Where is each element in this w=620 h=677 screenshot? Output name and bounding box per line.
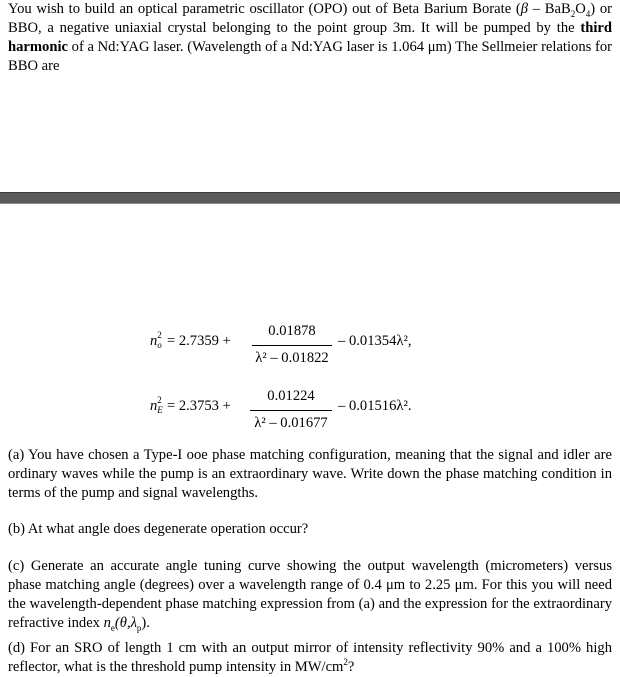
eq2-n: n [150, 398, 158, 414]
formula-beta: β [520, 1, 529, 17]
eq1-sub: o [157, 339, 162, 350]
eq2-lhs [150, 394, 231, 416]
intro-text-3: of a Nd:YAG laser. (Wavelength of a Nd:YAG laser is 1.064 μm) The Sellmeier relations for BBO are [8, 39, 612, 74]
eq2-const: = 2.3753 + [163, 398, 231, 414]
eq1-fraction-bar [252, 345, 332, 346]
intro-text-1: You wish to build an optical parametric oscillator (OPO) out of Beta Barium Borate ( [8, 1, 521, 17]
question-d-text: (d) For an SRO of length 1 cm with an output mirror of intensity reflectivity 90% and a 100% high reflector, what is the threshold pump intensity in MW/cm [8, 640, 612, 675]
eq1-lhs [150, 329, 231, 351]
eq2-tail: – 0.01516λ². [338, 398, 412, 414]
question-c-sub-e: e [110, 622, 115, 633]
eq1-fraction [252, 322, 332, 368]
eq1-n: n [150, 333, 158, 349]
formula-o: O [575, 1, 586, 17]
eq2-numerator: 0.01224 [267, 388, 315, 404]
eq1-const: = 2.7359 + [163, 333, 231, 349]
question-a: (a) You have chosen a Type-I ooe phase matching configuration, meaning that the signal and idler are ordinary waves while the pump is an extraordinary wave. Write down the phase matching condition in terms of the pump and signal wavelengths. [8, 447, 612, 501]
eq2-fraction-bar [250, 410, 332, 411]
eq1-sup: 2 [157, 329, 162, 340]
eq1-numerator: 0.01878 [268, 323, 316, 339]
question-d-end: ? [347, 659, 355, 675]
question-d-sup: 2 [343, 657, 348, 668]
question-c-args: (θ,λ [114, 615, 137, 631]
intro-paragraph [8, 0, 612, 76]
formula-sub-4: 4 [585, 8, 591, 19]
question-c-text: (c) Generate an accurate angle tuning curve showing the output wavelength (micrometers) versus phase matching angle (degrees) over a wavelength range of 0.4 μm to 2.25 μm. For this you will need the wavelength-dependent phase matching expression from (a) and the expression for the extraordinary refractive index [8, 558, 612, 631]
eq1-denominator: λ² – 0.01822 [255, 350, 329, 366]
eq2-sup: 2 [157, 394, 162, 405]
question-c [8, 557, 612, 633]
eq2-fraction [250, 387, 332, 433]
eq2-sub: E [157, 404, 163, 415]
question-d [8, 639, 612, 677]
eq2-denominator: λ² – 0.01677 [254, 415, 328, 431]
third-harmonic-bold: third harmonic [8, 20, 612, 55]
intro-text-2: ) or BBO, a negative uniaxial crystal belonging to the point group 3m. It will be pumped by the [8, 1, 612, 36]
eq1-tail: – 0.01354λ², [338, 333, 412, 349]
question-c-close: ). [141, 615, 150, 631]
section-divider [0, 192, 620, 204]
question-c-n: n [103, 615, 111, 631]
question-b: (b) At what angle does degenerate operation occur? [8, 521, 309, 537]
formula-sub-2: 2 [570, 8, 576, 19]
question-c-sub-p: p [136, 622, 142, 633]
formula-dash: – BaB [528, 1, 571, 17]
